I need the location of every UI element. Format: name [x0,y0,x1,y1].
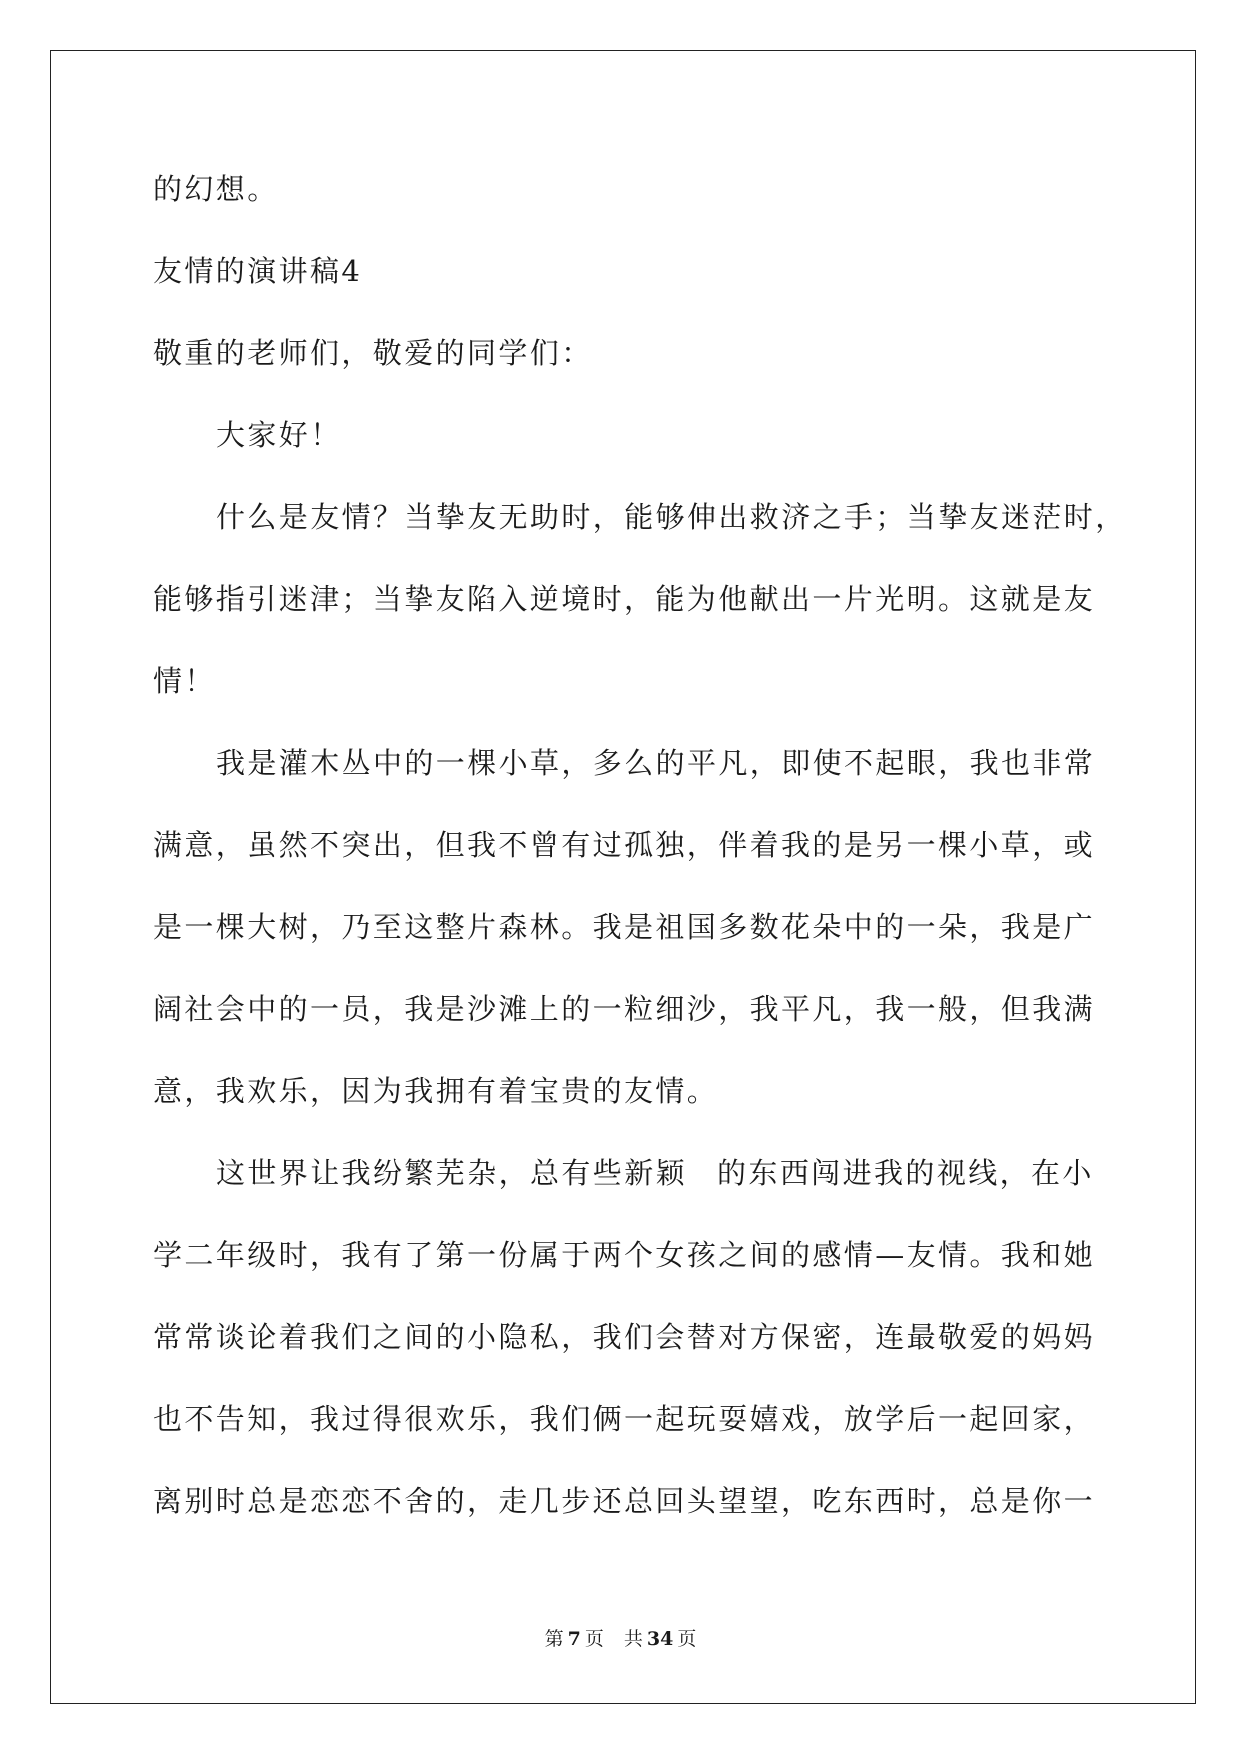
footer-total-prefix: 共 [623,1628,643,1650]
greeting: 大家好！ [216,418,342,452]
paragraph-line: 学二年级时，我有了第一份属于两个女孩之间的感情—友情。我和她 [153,1238,1096,1272]
section-heading: 友情的演讲稿4 [153,254,363,288]
paragraph-line: 什么是友情？当挚友无助时，能够伸出救济之手；当挚友迷茫时， [216,500,1127,534]
paragraph-line [153,1146,1093,1228]
footer-page-unit: 页 [584,1628,604,1650]
paragraph-line: 常常谈论着我们之间的小隐私，我们会替对方保密，连最敬爱的妈妈 [153,1320,1096,1354]
paragraph-line: 能够指引迷津；当挚友陷入逆境时，能为他献出一片光明。这就是友 [153,582,1096,616]
paragraph-line-part: 的东西闯进我的视线，在小 [717,1156,1094,1190]
paragraph-line: 意，我欢乐，因为我拥有着宝贵的友情。 [153,1074,719,1108]
page-number: 7 [567,1628,581,1650]
paragraph-line: 也不告知，我过得很欢乐，我们俩一起玩耍嬉戏，放学后一起回家， [153,1402,1096,1436]
paragraph-line: 满意，虽然不突出，但我不曾有过孤独，伴着我的是另一棵小草，或 [153,828,1096,862]
page-footer [0,1627,1241,1651]
paragraph-line: 情！ [153,664,216,698]
document-body [153,162,1127,1556]
paragraph-line-part: 这世界让我纷繁芜杂，总有些新颖 [216,1156,688,1190]
paragraph-line: 我是灌木丛中的一棵小草，多么的平凡，即使不起眼，我也非常 [216,746,1096,780]
paragraph-line: 阔社会中的一员，我是沙滩上的一粒细沙，我平凡，我一般，但我满 [153,992,1096,1026]
footer-total-unit: 页 [677,1628,697,1650]
paragraph-line: 是一棵大树，乃至这整片森林。我是祖国多数花朵中的一朵，我是广 [153,910,1096,944]
paragraph-line: 离别时总是恋恋不舍的，走几步还总回头望望，吃东西时，总是你一 [153,1484,1096,1518]
footer-prefix: 第 [544,1628,564,1650]
total-pages: 34 [646,1628,674,1650]
salutation: 敬重的老师们，敬爱的同学们： [153,336,593,370]
text-line: 的幻想。 [153,172,279,206]
